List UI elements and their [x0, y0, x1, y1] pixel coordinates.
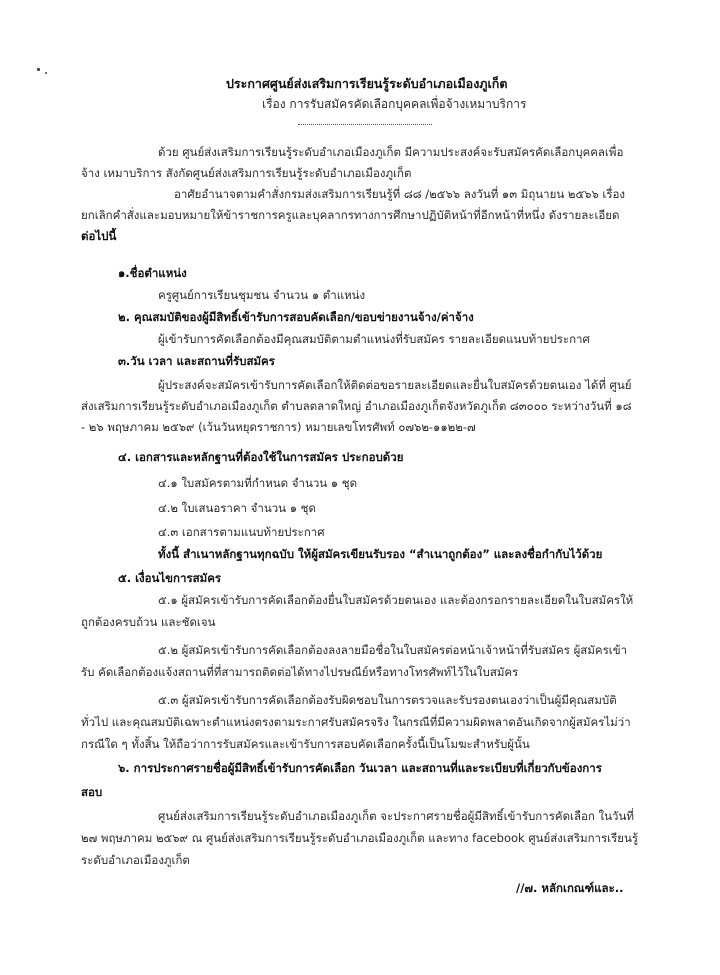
scan-speck: [37, 68, 40, 71]
scan-speck: [45, 72, 47, 74]
section-6-line: ๒๗ พฤษภาคม ๒๕๖๙ ณ ศูนย์ส่งเสริมการเรียนรู้ระดับอำเภอเมืองภูเก็ต และทาง facebook ศูนย์ส่งเสริมการเรียนรู้: [81, 831, 639, 845]
section-6-line: ศูนย์ส่งเสริมการเรียนรู้ระดับอำเภอเมืองภูเก็ต จะประกาศรายชื่อผู้มีสิทธิ์เข้ารับการคัดเลือก ในวันที่: [158, 809, 634, 823]
title-divider: [298, 124, 432, 125]
section-3-line: ส่งเสริมการเรียนรู้ระดับอำเภอเมืองภูเก็ต ตำบลตลาดใหญ่ อำเภอเมืองภูเก็ตจังหวัดภูเก็ต ๘๓๐๐๐ ระหว่างวันที่ ๑๘: [81, 399, 632, 413]
section-1-body: ครูศูนย์การเรียนชุมชน จำนวน ๑ ตำแหน่ง: [158, 288, 366, 302]
section-1-heading: ๑.ชื่อตำแหน่ง: [118, 266, 187, 280]
section-6-line: ระดับอำเภอเมืองภูเก็ต: [81, 853, 190, 867]
section-4-item: ๔.๒ ใบเสนอราคา จำนวน ๑ ชุด: [158, 501, 316, 515]
section-5-2-line: รับ คัดเลือกต้องแจ้งสถานที่ที่สามารถติดต่อได้ทางไปรษณีย์หรือทางโทรศัพท์ไว้ในใบสมัคร: [81, 665, 519, 679]
section-3-line: ผู้ประสงค์จะสมัครเข้ารับการคัดเลือกให้ติดต่อขอรายละเอียดและยื่นใบสมัครด้วยตนเอง ได้ที่ ศูนย์: [158, 378, 632, 392]
section-5-1-line: ๕.๑ ผู้สมัครเข้ารับการคัดเลือกต้องยื่นใบสมัครด้วยตนเอง และต้องกรอกรายละเอียดในใบสมัครให้: [158, 593, 634, 607]
authority-paragraph-line: ยกเลิกคำสั่งและมอบหมายให้ข้าราชการครูและบุคลากรทางการศึกษาปฏิบัติหน้าที่อีกหน้าที่หนึ่ง ดังรายละเอียด: [81, 208, 620, 222]
section-5-3-line: ทั่วไป และคุณสมบัติเฉพาะตำแหน่งตรงตามระกาศรับสมัครจริง ในกรณีที่มีความผิดพลาดอันเกิดจากผู้สมัครไม่ว่า: [81, 715, 631, 729]
continuation-note: //๗. หลักเกณฑ์และ..: [516, 881, 624, 895]
section-4-note: ทั้งนี้ สำเนาหลักฐานทุกฉบับ ให้ผู้สมัครเขียนรับรอง “สำเนาถูกต้อง” และลงชื่อกำกับไว้ด้วย: [158, 547, 603, 561]
section-4-item: ๔.๓ เอกสารตามแนบท้ายประกาศ: [158, 525, 325, 539]
section-5-3-line: กรณีใด ๆ ทั้งสิ้น ให้ถือว่าการรับสมัครและเข้ารับการสอบคัดเลือกครั้งนี้เป็นโมฆะสำหรับผู้นั้น: [81, 737, 530, 751]
document-subject: เรื่อง การรับสมัครคัดเลือกบุคคลเพื่อจ้างเหมาบริการ: [262, 97, 527, 111]
section-2-body: ผู้เข้ารับการคัดเลือกต้องมีคุณสมบัติตามตำแหน่งที่รับสมัคร รายละเอียดแนบท้ายประกาศ: [158, 332, 590, 346]
intro-paragraph-line: ด้วย ศูนย์ส่งเสริมการเรียนรู้ระดับอำเภอเมืองภูเก็ต มีความประสงค์จะรับสมัครคัดเลือกบุคคลเพื่อ: [158, 145, 624, 159]
section-3-line: - ๒๖ พฤษภาคม ๒๕๖๙ (เว้นวันหยุดราชการ) หมายเลขโทรศัพท์ ๐๗๖๒-๑๑๒๒-๗: [81, 420, 476, 434]
intro-paragraph-line: จ้าง เหมาบริการ สังกัดศูนย์ส่งเสริมการเรียนรู้ระดับอำเภอเมืองภูเก็ต: [81, 166, 412, 180]
authority-paragraph-line: อาศัยอำนาจตามคำสั่งกรมส่งเสริมการเรียนรู้ที่ ๘๘ /๒๕๖๖ ลงวันที่ ๑๓ มิถุนายน ๒๕๖๖ เรื่อง: [174, 187, 626, 201]
section-4-heading: ๔. เอกสารและหลักฐานที่ต้องใช้ในการสมัคร ประกอบด้วย: [118, 450, 404, 464]
authority-paragraph-line: ต่อไปนี้: [81, 229, 117, 243]
document-title: ประกาศศูนย์ส่งเสริมการเรียนรู้ระดับอำเภอเมืองภูเก็ต: [226, 76, 508, 91]
section-4-item: ๔.๑ ใบสมัครตามที่กำหนด จำนวน ๑ ชุด: [158, 476, 358, 490]
section-5-heading: ๕. เงื่อนไขการสมัคร: [118, 571, 222, 585]
section-2-heading: ๒. คุณสมบัติของผู้มีสิทธิ์เข้ารับการสอบคัดเลือก/ขอบข่ายงานจ้าง/ค่าจ้าง: [118, 310, 474, 324]
section-3-heading: ๓.วัน เวลา และสถานที่รับสมัคร: [118, 354, 275, 368]
section-6-heading: สอบ: [81, 785, 103, 799]
section-5-3-line: ๕.๓ ผู้สมัครเข้ารับการคัดเลือกต้องรับผิดชอบในการตรวจและรับรองตนเองว่าเป็นผู้มีคุณสมบัติ: [158, 693, 617, 707]
section-6-heading: ๖. การประกาศรายชื่อผู้มีสิทธิ์เข้ารับการคัดเลือก วันเวลา และสถานที่และระเบียบที่เกี่ยวกับข้องการ: [118, 761, 602, 775]
section-5-2-line: ๕.๒ ผู้สมัครเข้ารับการคัดเลือกต้องลงลายมือชื่อในใบสมัครต่อหน้าเจ้าหน้าที่รับสมัคร ผู้สมัครเข้า: [158, 643, 628, 657]
section-5-1-line: ถูกต้องครบถ้วน และชัดเจน: [81, 615, 216, 629]
